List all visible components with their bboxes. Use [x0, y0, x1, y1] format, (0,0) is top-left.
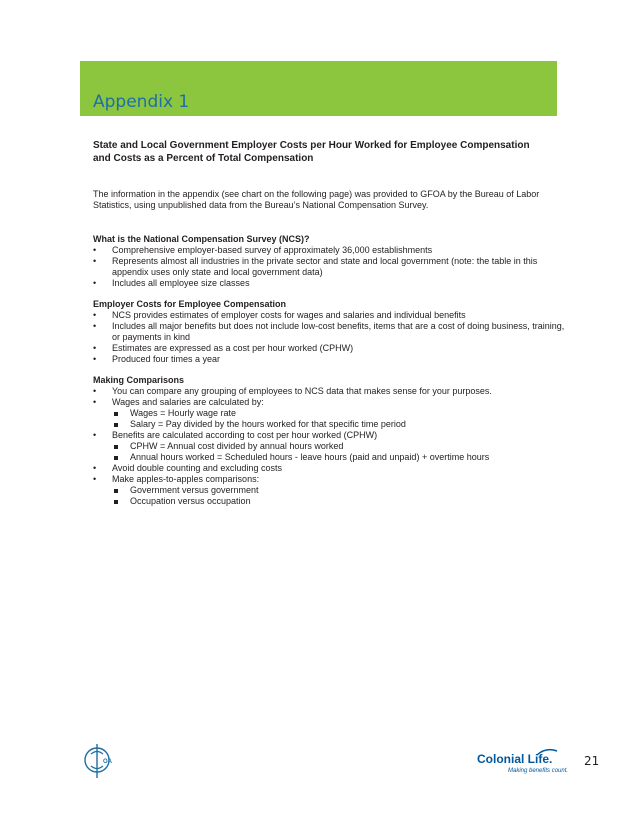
list-item: • Make apples-to-apples comparisons: [93, 474, 573, 485]
list-item: • NCS provides estimates of employer costs for wages and salaries and individual benefits [93, 310, 573, 321]
section-title: Making Comparisons [93, 375, 185, 385]
colonial-life-logo [474, 748, 586, 778]
bullet-list [93, 245, 573, 289]
list-item: • Produced four times a year [93, 354, 573, 365]
list-item: • Estimates are expressed as a cost per hour worked (CPHW) [93, 343, 573, 354]
section-title: Employer Costs for Employee Compensation [93, 299, 287, 309]
document-heading-line-1: State and Local Government Employer Costs per Hour Worked for Employee Compensation [93, 140, 530, 151]
document-heading-line-2: and Costs as a Percent of Total Compensation [93, 153, 314, 164]
section-title: What is the National Compensation Survey (NCS)? [93, 234, 310, 244]
list-item: • Avoid double counting and excluding costs [93, 463, 573, 474]
page-number: 21 [584, 754, 600, 768]
sub-list-item: Salary = Pay divided by the hours worked for that specific time period [111, 419, 573, 430]
main-content [93, 139, 573, 517]
svg-text:OA: OA [103, 759, 112, 765]
sub-list-item: Wages = Hourly wage rate [111, 408, 573, 419]
list-item: • Wages and salaries are calculated by: [93, 397, 573, 408]
appendix-title: Appendix 1 [93, 92, 190, 112]
intro-paragraph: The information in the appendix (see chart on the following page) was provided to GFOA by the Bureau of Labor Statistics, using unpublished data from the Bureau’s National Compensation Survey. [93, 189, 540, 210]
section-employer-costs [93, 299, 573, 365]
logo-tagline: Making benefits count. [508, 768, 569, 774]
logo-name: Colonial Life. [477, 752, 553, 766]
bullet-list [93, 310, 573, 365]
section-making-comparisons [93, 375, 573, 507]
list-item: • Represents almost all industries in the private sector and state and local government (note: the table in this appendix uses only state and local government data) [93, 256, 573, 278]
list-item: • Benefits are calculated according to cost per hour worked (CPHW) [93, 430, 573, 441]
gfoa-seal-icon [82, 740, 114, 782]
document-heading [93, 139, 573, 165]
list-item: • Includes all employee size classes [93, 278, 573, 289]
list-item: • Comprehensive employer-based survey of approximately 36,000 establishments [93, 245, 573, 256]
sub-list-item: Government versus government [111, 485, 573, 496]
list-item: • Includes all major benefits but does not include low-cost benefits, items that are a cost of doing business, training, or payments in kind [93, 321, 573, 343]
section-ncs [93, 234, 573, 289]
sub-list-item: Annual hours worked = Scheduled hours - leave hours (paid and unpaid) + overtime hours [111, 452, 573, 463]
sub-list-item: CPHW = Annual cost divided by annual hours worked [111, 441, 573, 452]
list-item: • You can compare any grouping of employees to NCS data that makes sense for your purposes. [93, 386, 573, 397]
appendix-banner [80, 61, 557, 116]
sub-list-item: Occupation versus occupation [111, 496, 573, 507]
bullet-list [93, 386, 573, 507]
